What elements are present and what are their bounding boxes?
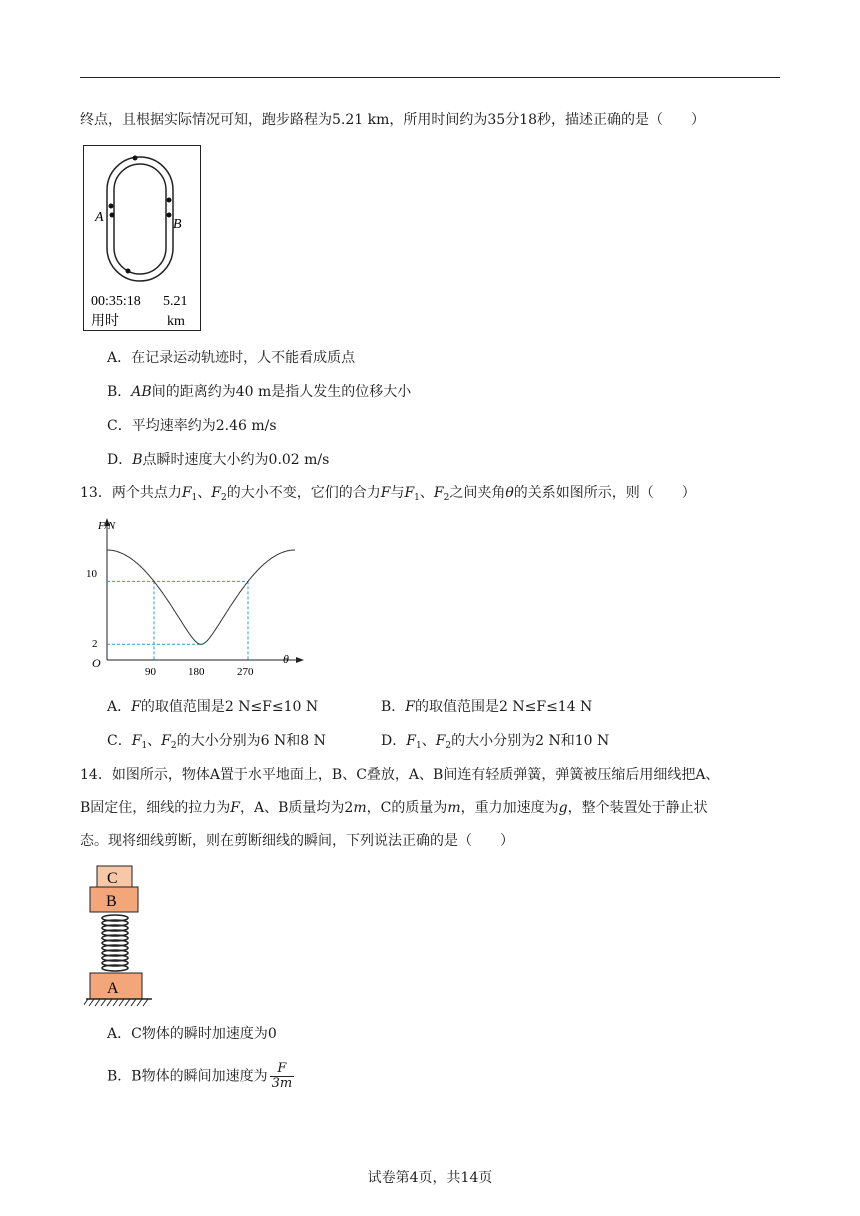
block-c-label: C xyxy=(107,870,118,887)
label-b: B xyxy=(173,217,182,232)
q14-stem-line-2: B固定住，细线的拉力为F，A、B质量均为2m，C的质量为m，重力加速度为g，整个装置处于静止状 xyxy=(80,800,708,816)
q12-option-b: B．AB间的距离约为40 m是指人发生的位移大小 xyxy=(107,384,412,400)
distance-unit: km xyxy=(167,314,185,329)
q14-stem-line-3: 态。现将细线剪断，则在剪断细线的瞬间，下列说法正确的是（ ） xyxy=(80,833,514,849)
force-curve xyxy=(107,550,295,644)
point-b-dot-2 xyxy=(167,213,172,218)
header-rule xyxy=(80,77,780,78)
block-a-label: A xyxy=(107,980,119,997)
ground-hatch xyxy=(84,999,148,1006)
x-tick-180: 180 xyxy=(188,666,205,678)
q13-option-b: B．F的取值范围是2 N≤F≤14 N xyxy=(381,699,593,715)
q12-stem: 终点，且根据实际情况可知，跑步路程为5.21 km，所用时间约为35分18秒，描述正确的是（ ） xyxy=(80,112,706,128)
fraction: $\frac{F}{3m}$ xyxy=(271,1061,293,1091)
q12-option-c: C．平均速率约为2.46 m/s xyxy=(107,418,277,434)
y-tick-10: 10 xyxy=(86,568,97,580)
x-axis-label: θ xyxy=(283,652,289,666)
q13-option-c: C．$F_1$、$F_2$的大小分别为6 N和8 N xyxy=(107,733,326,751)
hatch-mark xyxy=(131,999,136,1006)
hatch-mark xyxy=(107,999,112,1006)
y-axis-label: F/N xyxy=(98,520,116,532)
q14-stem-line-1: 14．如图所示，物体A置于水平地面上，B、C叠放，A、B间连有轻质弹簧，弹簧被压缩后用细线把A、 xyxy=(80,767,720,783)
hatch-mark xyxy=(113,999,118,1006)
q14-option-b: B．B物体的瞬间加速度为 $\frac{F}{3m}$ xyxy=(107,1061,293,1091)
track-point-bottom xyxy=(126,269,131,274)
point-b-dot xyxy=(167,198,172,203)
q13-option-a: A．F的取值范围是2 N≤F≤10 N xyxy=(107,699,319,715)
q12-track-figure xyxy=(83,145,201,331)
q13-force-angle-chart xyxy=(80,515,310,680)
block-b-label: B xyxy=(106,893,117,910)
hatch-mark xyxy=(125,999,130,1006)
time-caption: 用时 xyxy=(91,314,119,329)
q14-block-spring-figure xyxy=(84,863,156,1011)
x-tick-270: 270 xyxy=(237,666,254,678)
distance-value: 5.21 xyxy=(163,294,188,309)
hatch-mark xyxy=(143,999,148,1006)
point-a-dot-2 xyxy=(110,213,115,218)
origin-label: O xyxy=(92,656,101,670)
point-a-dot xyxy=(109,204,114,209)
hatch-mark xyxy=(101,999,106,1006)
time-value: 00:35:18 xyxy=(91,294,141,309)
x-tick-90: 90 xyxy=(145,666,156,678)
hatch-mark xyxy=(119,999,124,1006)
q12-option-d: D．B点瞬时速度大小约为0.02 m/s xyxy=(107,452,330,468)
label-a: A xyxy=(95,210,104,225)
q13-option-d: D．$F_1$、$F_2$的大小分别为2 N和10 N xyxy=(381,733,610,751)
hatch-mark xyxy=(89,999,94,1006)
q12-option-a: A．在记录运动轨迹时，人不能看成质点 xyxy=(107,350,356,366)
q14-option-a: A．C物体的瞬时加速度为0 xyxy=(107,1026,277,1042)
hatch-mark xyxy=(84,999,88,1006)
x-axis-arrow xyxy=(296,657,304,663)
track-point xyxy=(133,156,138,161)
y-tick-2: 2 xyxy=(92,638,98,650)
page-footer: 试卷第4页，共14页 xyxy=(367,1170,493,1186)
q13-stem: 13．两个共点力$F_1$、$F_2$的大小不变，它们的合力F与$F_1$、$F_2$之间夹角θ的关系如图所示，则（ ） xyxy=(80,485,696,503)
hatch-mark xyxy=(95,999,100,1006)
hatch-mark xyxy=(137,999,142,1006)
spring xyxy=(102,915,128,971)
